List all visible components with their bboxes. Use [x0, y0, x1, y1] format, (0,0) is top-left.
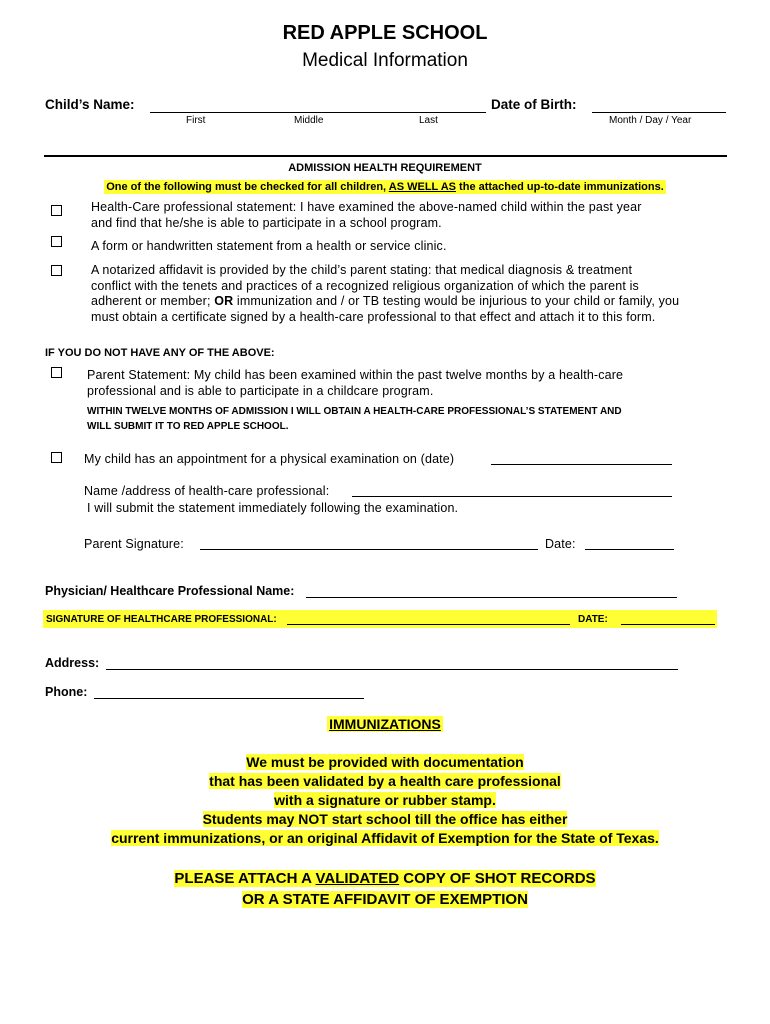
dob-format-caption: Month / Day / Year: [609, 115, 692, 126]
parent-signature-label: Parent Signature:: [84, 537, 184, 551]
option3-checkbox[interactable]: [51, 265, 62, 276]
alternative-heading: IF YOU DO NOT HAVE ANY OF THE ABOVE:: [45, 347, 275, 359]
middle-caption: Middle: [294, 115, 324, 126]
healthcare-date-label: DATE:: [578, 614, 608, 625]
phone-field[interactable]: [94, 685, 364, 699]
immunizations-notice: We must be provided with documentation that has been validated by a health care professional with a signature or rubber stamp. Students may NOT start school till the office has either current immunizations, or an original Affidavit of Exemption for the State of Texas.: [111, 754, 659, 846]
professional-field[interactable]: [352, 484, 672, 497]
form-subtitle: Medical Information: [302, 50, 468, 71]
section-divider: [44, 155, 727, 157]
parent-statement-checkbox[interactable]: [51, 367, 62, 378]
phone-label: Phone:: [45, 685, 88, 699]
appointment-date-field[interactable]: [491, 452, 672, 465]
appointment-text: My child has an appointment for a physical examination on (date): [84, 452, 455, 466]
appointment-checkbox[interactable]: [51, 452, 62, 463]
option1-checkbox[interactable]: [51, 205, 62, 216]
physician-name-label: Physician/ Healthcare Professional Name:: [45, 584, 295, 598]
immunizations-heading: IMMUNIZATIONS: [329, 716, 441, 732]
healthcare-date-field[interactable]: [621, 612, 715, 625]
healthcare-signature-label: SIGNATURE OF HEALTHCARE PROFESSIONAL:: [46, 614, 277, 625]
parent-date-field[interactable]: [585, 537, 674, 550]
address-label: Address:: [45, 656, 100, 670]
physician-name-field[interactable]: [306, 584, 677, 598]
attach-records-notice: PLEASE ATTACH A VALIDATED COPY OF SHOT RECORDS OR A STATE AFFIDAVIT OF EXEMPTION: [174, 870, 596, 908]
parent-commitment-text: WITHIN TWELVE MONTHS OF ADMISSION I WILL OBTAIN A HEALTH-CARE PROFESSIONAL’S STATEMENT AND WILL SUBMIT IT TO RED APPLE SCHOOL.: [87, 406, 622, 432]
option1-text: Health-Care professional statement: I have examined the above-named child within the past year and find that he/she is able to participate in a school program.: [91, 200, 642, 230]
address-field[interactable]: [106, 656, 678, 670]
parent-date-label: Date:: [545, 537, 576, 551]
parent-signature-field[interactable]: [200, 537, 538, 550]
child-name-label: Child’s Name:: [45, 97, 135, 112]
submit-statement-text: I will submit the statement immediately following the examination.: [87, 501, 459, 515]
child-name-field[interactable]: [150, 97, 486, 113]
healthcare-signature-field[interactable]: [287, 612, 570, 625]
professional-label: Name /address of health-care professional:: [84, 484, 330, 498]
dob-label: Date of Birth:: [491, 97, 577, 112]
option2-text: A form or handwritten statement from a health or service clinic.: [91, 239, 447, 253]
admission-heading: ADMISSION HEALTH REQUIREMENT: [288, 162, 482, 174]
option3-text: A notarized affidavit is provided by the child’s parent stating: that medical diagnosis & treatment conflict with the tenets and practices of a recognized religious organization of which the parent is adherent or member; OR immunization and / or TB testing would be injurious to your child or family, you must obtain a certificate signed by a health-care professional to that effect and attach it to this form.: [91, 263, 680, 324]
first-caption: First: [186, 115, 206, 126]
option2-checkbox[interactable]: [51, 236, 62, 247]
parent-statement-text: Parent Statement: My child has been examined within the past twelve months by a health-care professional and is able to participate in a childcare program.: [87, 368, 624, 398]
last-caption: Last: [419, 115, 438, 126]
admission-instruction: One of the following must be checked for all children, AS WELL AS the attached up-to-date immunizations.: [106, 181, 664, 193]
school-title: RED APPLE SCHOOL: [282, 22, 488, 44]
dob-field[interactable]: [592, 97, 726, 113]
